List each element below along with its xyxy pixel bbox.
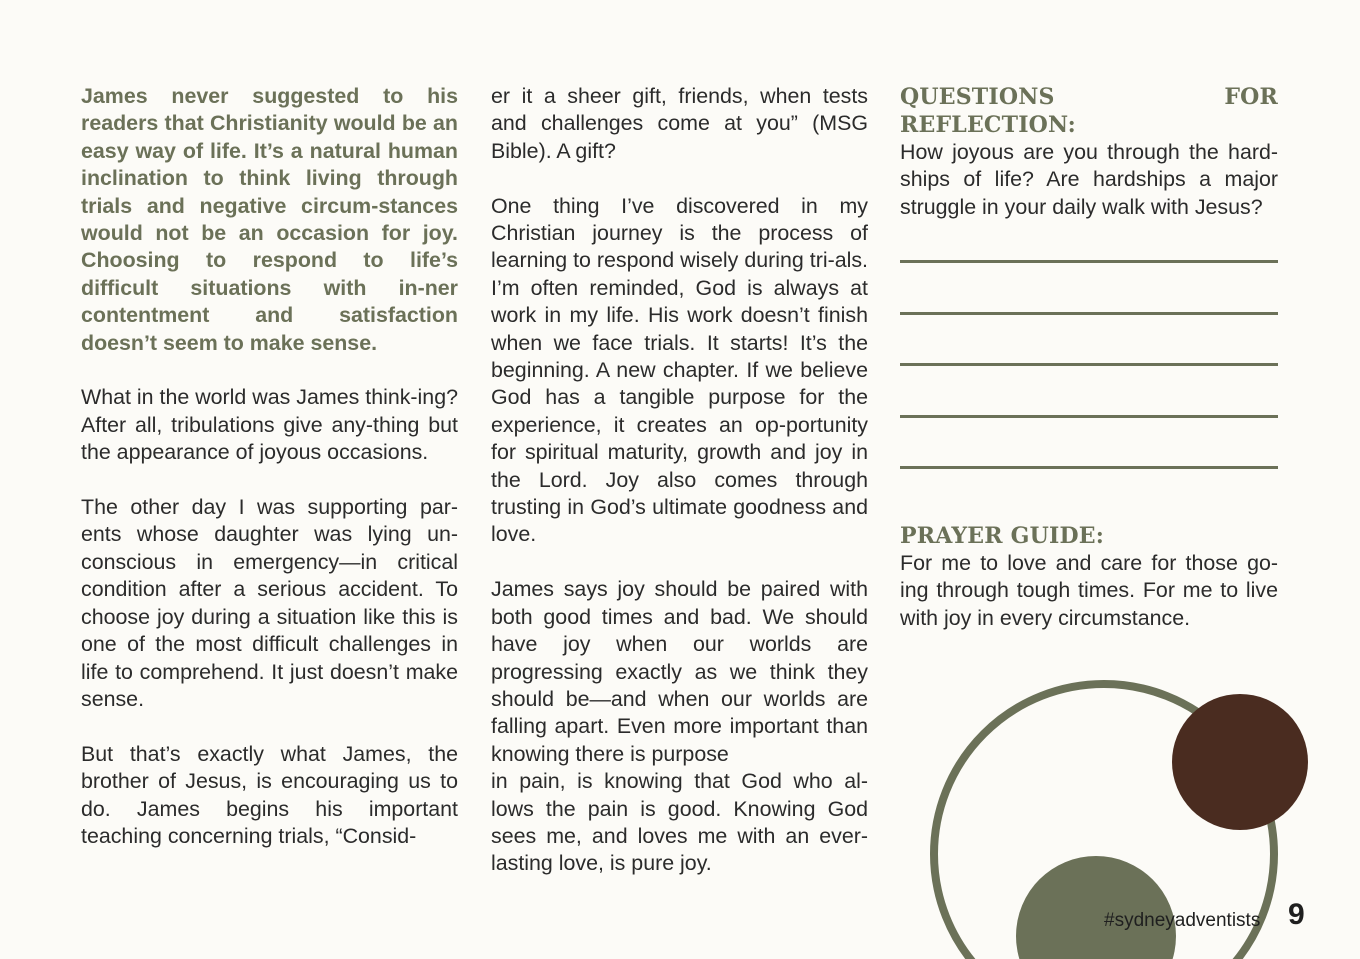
brown-circle <box>1172 694 1308 830</box>
paragraph: But that’s exactly what James, the brother of Jesus, is encouraging us to do. James begins his important teaching concerning trials, “Consid- <box>81 741 458 848</box>
paragraph: in pain, is knowing that God who al-lows the pain is good. Knowing God sees me, and loves me with an ever-lasting love, is pure joy. <box>491 769 868 876</box>
answer-lines <box>900 260 1278 469</box>
answer-line <box>900 260 1278 263</box>
reflection-question: How joyous are you through the hard-ships of life? Are hardships a major struggle in your daily walk with Jesus? <box>900 140 1278 219</box>
column-2 <box>491 83 868 905</box>
hashtag: #sydneyadventists <box>1104 910 1261 931</box>
prayer-text: For me to love and care for those go-ing through tough times. For me to live with joy in every circumstance. <box>900 551 1278 630</box>
olive-circle <box>1016 856 1176 959</box>
answer-line <box>900 312 1278 315</box>
lead-paragraph: James never suggested to his readers that Christianity would be an easy way of life. It’s a natural human inclination to think living through trials and negative circum-stances would not be an occasion for joy. Choosing to respond to life’s difficult situations with in-ner contentment and satisfaction doesn’t seem to make sense. <box>81 84 458 355</box>
paragraph: What in the world was James think-ing? After all, tribulations give any-thing but the appearance of joyous occasions. <box>81 385 458 465</box>
paragraph: The other day I was supporting par-ents whose daughter was lying un-conscious in emergency—in critical condition after a serious accident. To choose joy during a situation like this is one of the most difficult challenges in life to comprehend. It just doesn’t make sense. <box>81 495 458 711</box>
answer-line <box>900 415 1278 418</box>
paragraph: One thing I’ve discovered in my Christian journey is the process of learning to respond wisely during tri-als. I’m often reminded, God is always at work in my life. His work doesn’t finish when we face trials. It starts! It’s the beginning. A new chapter. If we believe God has a tangible purpose for the experience, it creates an op-portunity for spiritual maturity, growth and joy in the Lord. Joy also comes through trusting in God’s ultimate goodness and love. <box>491 193 868 547</box>
page-number: 9 <box>1288 898 1305 931</box>
paragraph: James says joy should be paired with both good times and bad. We should have joy when our worlds are progressing exactly as we think they should be—and when our worlds are falling apart. Even more important than knowing there is purpose <box>491 577 868 766</box>
answer-line <box>900 466 1278 469</box>
answer-line <box>900 363 1278 366</box>
reflection-heading: QUESTIONS FOR REFLECTION: <box>900 84 1278 138</box>
column-1 <box>81 83 458 878</box>
prayer-section <box>900 522 1278 632</box>
paragraph: er it a sheer gift, friends, when tests and challenges come at you” (MSG Bible). A gift? <box>491 84 868 163</box>
reflection-section <box>900 83 1278 518</box>
prayer-heading: PRAYER GUIDE: <box>900 523 1105 549</box>
